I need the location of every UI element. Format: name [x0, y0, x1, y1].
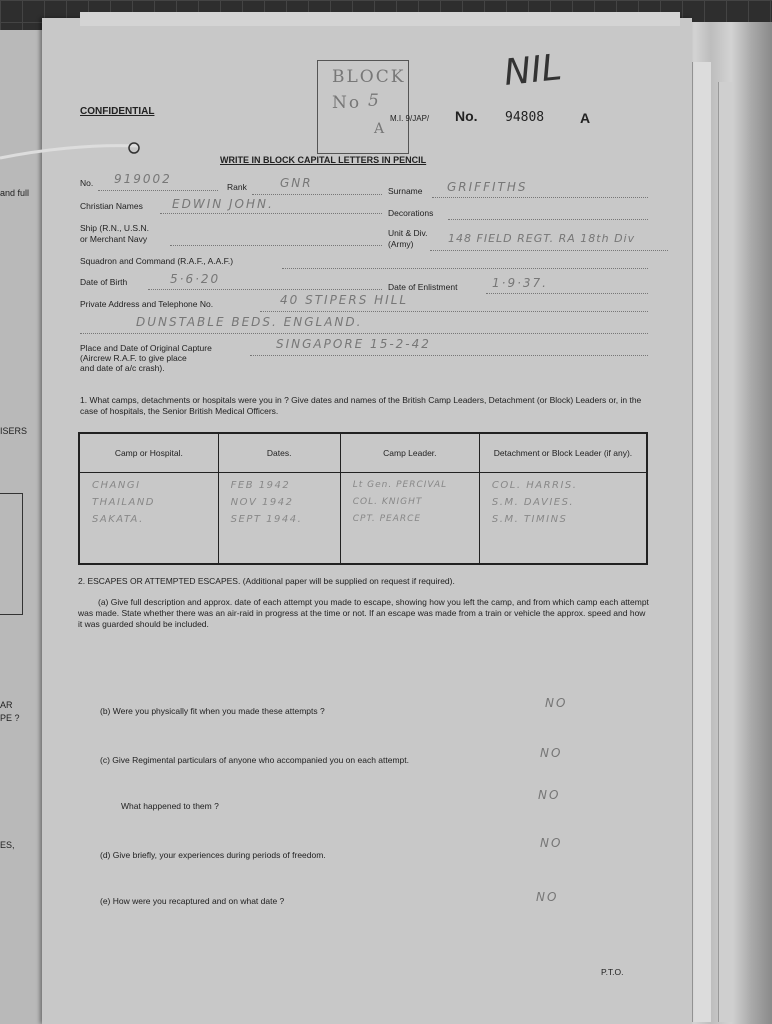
- left-page-text: PE ?: [0, 713, 20, 723]
- column-header-camp-leader: Camp Leader.: [340, 433, 479, 473]
- handwritten-nil: NIL: [502, 47, 564, 94]
- column-header-camp: Camp or Hospital.: [79, 433, 218, 473]
- stamp-mark: 5: [368, 91, 381, 111]
- decorations-label: Decorations: [388, 208, 434, 218]
- no-label: No.: [80, 178, 94, 188]
- camp-name: CHANGI: [92, 480, 141, 491]
- number-suffix: A: [580, 110, 591, 126]
- date-of-birth-value: 5·6·20: [170, 272, 221, 286]
- document-page-top-edge: [80, 12, 680, 26]
- address-value-line2: DUNSTABLE BEDS. ENGLAND.: [136, 315, 363, 329]
- unit-label-line2: (Army): [388, 239, 414, 249]
- camp-leader: COL. KNIGHT: [352, 497, 423, 507]
- question-2-title: 2. ESCAPES OR ATTEMPTED ESCAPES. (Additional paper will be supplied on request if required).: [78, 576, 455, 586]
- ship-line: [170, 245, 382, 246]
- capture-value: SINGAPORE 15-2-42: [276, 337, 431, 351]
- rank-value: GNR: [280, 176, 313, 190]
- christian-names-line: [160, 213, 382, 214]
- question-2c-answer: NO: [540, 746, 563, 760]
- form-reference: M.I. 9/JAP/: [390, 114, 430, 123]
- question-2d-label: (d) Give briefly, your experiences during periods of freedom.: [100, 850, 326, 860]
- date-of-birth-line: [148, 289, 382, 290]
- question-1-text: 1. What camps, detachments or hospitals were you in ? Give dates and names of the British Camp Leaders, Detachment (or Block) Leaders or, in the case of hospitals, the Senior British Medical Officers.: [80, 395, 642, 416]
- column-header-dates: Dates.: [218, 433, 340, 473]
- surname-label: Surname: [388, 186, 423, 196]
- stacked-sheet: [692, 62, 711, 1022]
- no-line: [98, 190, 218, 191]
- surname-line: [432, 197, 648, 198]
- confidential-label: CONFIDENTIAL: [80, 106, 155, 117]
- camp-name: THAILAND: [92, 497, 156, 508]
- detachment-leader: S.M. DAVIES.: [491, 497, 575, 508]
- date-of-enlistment-label: Date of Enlistment: [388, 282, 458, 292]
- question-2b-answer: NO: [545, 696, 568, 710]
- stamp-line2: No: [332, 93, 362, 113]
- capture-label-line2: (Aircrew R.A.F. to give place: [80, 353, 187, 363]
- camp-date: NOV 1942: [230, 497, 294, 508]
- left-page-box: [0, 493, 23, 615]
- date-of-enlistment-value: 1·9·37.: [492, 276, 548, 290]
- left-page-text: ES,: [0, 840, 15, 850]
- rank-line: [252, 194, 382, 195]
- unit-value: 148 FIELD REGT. RA 18th Div: [448, 232, 636, 245]
- address-label: Private Address and Telephone No.: [80, 299, 214, 309]
- rank-label: Rank: [227, 182, 247, 192]
- column-header-detachment-leader: Detachment or Block Leader (if any).: [479, 433, 647, 473]
- squadron-line: [282, 268, 648, 269]
- question-2b-label: (b) Were you physically fit when you made these attempts ?: [100, 706, 325, 716]
- service-number-value: 919002: [114, 172, 172, 186]
- question-2a-text: (a) Give full description and approx. date of each attempt you made to escape, showing how you left the camp, and from which camp each attempt was made. State whether there was an air-raid in progress at the time or not. If an escape was made from a train or vehicle the approx. speed and how it was guarded should be included.: [78, 597, 649, 629]
- capture-label-line3: and date of a/c crash).: [80, 363, 165, 373]
- camp-table: [78, 432, 648, 565]
- camp-leader-cell: [340, 473, 479, 565]
- question-2c-followup-answer: NO: [538, 788, 561, 802]
- camp-date: SEPT 1944.: [230, 514, 303, 525]
- camp-leader: CPT. PEARCE: [352, 514, 422, 524]
- ship-label-line2: or Merchant Navy: [80, 234, 148, 244]
- stamp-letter: A: [374, 121, 387, 137]
- detachment-leader: COL. HARRIS.: [491, 480, 578, 491]
- binding-string: [0, 136, 140, 166]
- stacked-sheet: [718, 82, 733, 1022]
- camp-cell: [79, 473, 218, 565]
- instruction-heading: WRITE IN BLOCK CAPITAL LETTERS IN PENCIL: [220, 155, 427, 165]
- question-2c-label: (c) Give Regimental particulars of anyone who accompanied you on each attempt.: [100, 755, 409, 765]
- unit-line: [430, 250, 668, 251]
- camp-leader: Lt Gen. PERCIVAL: [352, 480, 448, 490]
- date-of-enlistment-line: [486, 293, 648, 294]
- stamp-line1: BLOCK: [332, 67, 406, 87]
- decorations-line: [448, 219, 648, 220]
- squadron-label: Squadron and Command (R.A.F., A.A.F.): [80, 256, 234, 266]
- camp-table-header-row: [79, 433, 647, 473]
- camp-date: FEB 1942: [230, 480, 291, 491]
- detachment-leader: S.M. TIMINS: [491, 514, 568, 525]
- number-label: No.: [455, 108, 478, 124]
- document-number: 94808: [505, 110, 545, 125]
- question-2e-answer: NO: [536, 890, 559, 904]
- table-row: [79, 473, 647, 565]
- camp-name: SAKATA.: [92, 514, 144, 525]
- detachment-leader-cell: [479, 473, 647, 565]
- dates-cell: [218, 473, 340, 565]
- unit-label: Unit & Div.: [388, 228, 428, 238]
- date-of-birth-label: Date of Birth: [80, 277, 128, 287]
- christian-names-label: Christian Names: [80, 201, 143, 211]
- question-2d-answer: NO: [540, 836, 563, 850]
- address-value-line1: 40 STIPERS HILL: [280, 293, 409, 307]
- capture-label: Place and Date of Original Capture: [80, 343, 212, 353]
- left-page-text: and full: [0, 188, 30, 198]
- address-line: [260, 311, 648, 312]
- christian-names-value: EDWIN JOHN.: [172, 197, 274, 211]
- capture-line: [250, 355, 648, 356]
- question-2e-label: (e) How were you recaptured and on what date ?: [100, 896, 285, 906]
- left-page-text: ISERS: [0, 426, 28, 436]
- please-turn-over: P.T.O.: [601, 967, 624, 977]
- surname-value: GRIFFITHS: [447, 180, 528, 194]
- left-page-text: AR: [0, 700, 13, 710]
- address-line2: [80, 333, 648, 334]
- block-stamp: [317, 60, 409, 154]
- question-2c-followup-label: What happened to them ?: [121, 801, 219, 811]
- ship-label: Ship (R.N., U.S.N.: [80, 223, 149, 233]
